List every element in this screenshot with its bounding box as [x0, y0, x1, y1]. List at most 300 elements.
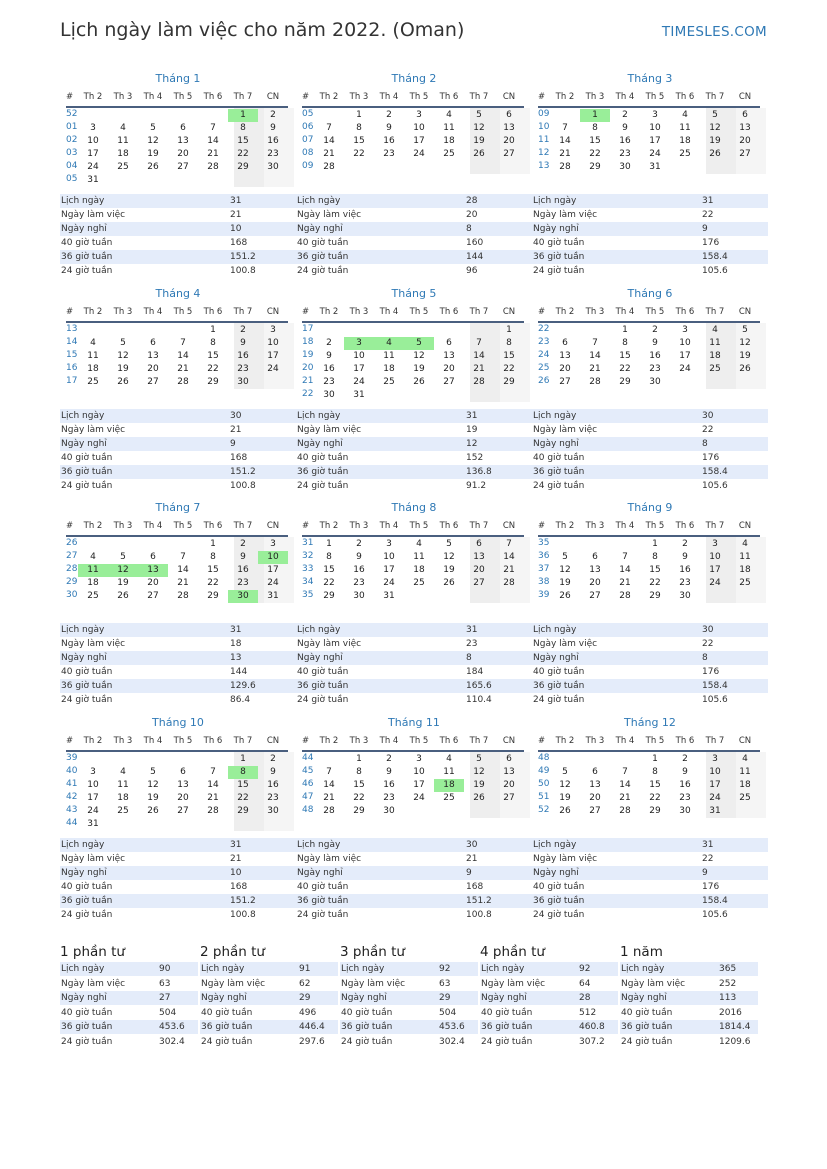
calendar-day[interactable]: 7 [210, 767, 216, 777]
calendar-day[interactable]: 8 [356, 123, 362, 133]
calendar-day[interactable]: 1 [228, 109, 258, 122]
calendar-day[interactable]: 12 [739, 338, 751, 348]
calendar-day[interactable]: 3 [416, 110, 422, 120]
calendar-day[interactable]: 28 [559, 162, 571, 172]
calendar-day[interactable]: 2 [386, 754, 392, 764]
calendar-day[interactable]: 24 [87, 162, 99, 172]
calendar-day[interactable]: 1 [580, 109, 610, 122]
calendar-day[interactable]: 23 [267, 793, 279, 803]
calendar-day[interactable]: 8 [652, 767, 658, 777]
calendar-day[interactable]: 8 [240, 123, 246, 133]
calendar-day[interactable]: 21 [177, 578, 189, 588]
calendar-day[interactable]: 4 [416, 539, 422, 549]
calendar-day[interactable]: 4 [120, 123, 126, 133]
calendar-day[interactable]: 12 [147, 136, 159, 146]
calendar-day[interactable]: 17 [413, 780, 425, 790]
calendar-day[interactable]: 3 [712, 754, 718, 764]
calendar-day[interactable]: 17 [87, 793, 99, 803]
calendar-day[interactable]: 26 [739, 364, 751, 374]
calendar-day[interactable]: 26 [147, 806, 159, 816]
calendar-day[interactable]: 15 [619, 351, 631, 361]
calendar-day[interactable]: 23 [383, 793, 395, 803]
calendar-day[interactable]: 16 [383, 136, 395, 146]
calendar-day[interactable]: 9 [386, 767, 392, 777]
calendar-day[interactable]: 13 [177, 136, 189, 146]
calendar-day[interactable]: 31 [709, 806, 721, 816]
calendar-day[interactable]: 3 [270, 539, 276, 549]
calendar-day[interactable]: 11 [383, 351, 395, 361]
calendar-day[interactable]: 27 [177, 162, 189, 172]
calendar-day[interactable]: 5 [150, 767, 156, 777]
calendar-day[interactable]: 13 [739, 123, 751, 133]
calendar-day[interactable]: 14 [207, 780, 219, 790]
calendar-day[interactable]: 8 [210, 338, 216, 348]
calendar-day[interactable]: 27 [443, 377, 455, 387]
calendar-day[interactable]: 23 [353, 578, 365, 588]
calendar-day[interactable]: 19 [117, 578, 129, 588]
calendar-day[interactable]: 24 [649, 149, 661, 159]
calendar-day[interactable]: 6 [592, 767, 598, 777]
calendar-day[interactable]: 10 [353, 351, 365, 361]
calendar-day[interactable]: 9 [682, 552, 688, 562]
calendar-day[interactable]: 17 [267, 565, 279, 575]
calendar-day[interactable]: 4 [90, 338, 96, 348]
calendar-day[interactable]: 22 [237, 149, 249, 159]
calendar-day[interactable]: 11 [87, 351, 99, 361]
calendar-day[interactable]: 22 [619, 364, 631, 374]
calendar-day[interactable]: 6 [506, 110, 512, 120]
calendar-day[interactable]: 6 [446, 338, 452, 348]
calendar-day[interactable]: 2 [240, 539, 246, 549]
calendar-day[interactable]: 4 [742, 539, 748, 549]
calendar-day[interactable]: 27 [589, 806, 601, 816]
calendar-day[interactable]: 2 [652, 325, 658, 335]
calendar-day[interactable]: 5 [562, 552, 568, 562]
calendar-day[interactable]: 29 [237, 806, 249, 816]
calendar-day[interactable]: 28 [323, 806, 335, 816]
calendar-day[interactable]: 12 [559, 565, 571, 575]
calendar-day[interactable]: 30 [679, 591, 691, 601]
calendar-day[interactable]: 26 [559, 591, 571, 601]
calendar-day[interactable]: 22 [207, 578, 219, 588]
calendar-day[interactable]: 29 [589, 162, 601, 172]
calendar-day[interactable]: 22 [207, 364, 219, 374]
calendar-day[interactable]: 14 [503, 552, 515, 562]
calendar-day[interactable]: 19 [473, 136, 485, 146]
calendar-day[interactable]: 24 [267, 364, 279, 374]
calendar-day[interactable]: 6 [180, 767, 186, 777]
calendar-day[interactable]: 5 [404, 337, 434, 350]
calendar-day[interactable]: 23 [649, 364, 661, 374]
calendar-day[interactable]: 17 [353, 364, 365, 374]
calendar-day[interactable]: 29 [649, 806, 661, 816]
calendar-day[interactable]: 10 [649, 123, 661, 133]
calendar-day[interactable]: 5 [562, 767, 568, 777]
calendar-day[interactable]: 7 [476, 338, 482, 348]
calendar-day[interactable]: 17 [709, 780, 721, 790]
calendar-day[interactable]: 5 [476, 110, 482, 120]
calendar-day[interactable]: 9 [356, 552, 362, 562]
calendar-day[interactable]: 11 [679, 123, 691, 133]
calendar-day[interactable]: 24 [709, 578, 721, 588]
site-link[interactable]: TIMESLES.COM [661, 24, 767, 40]
calendar-day[interactable]: 3 [344, 337, 374, 350]
calendar-day[interactable]: 22 [353, 149, 365, 159]
calendar-day[interactable]: 18 [87, 578, 99, 588]
calendar-day[interactable]: 3 [270, 325, 276, 335]
calendar-day[interactable]: 13 [443, 351, 455, 361]
calendar-day[interactable]: 7 [180, 552, 186, 562]
calendar-day[interactable]: 7 [326, 123, 332, 133]
calendar-day[interactable]: 27 [473, 578, 485, 588]
calendar-day[interactable]: 22 [503, 364, 515, 374]
calendar-day[interactable]: 23 [679, 793, 691, 803]
calendar-day[interactable]: 25 [679, 149, 691, 159]
calendar-day[interactable]: 16 [353, 565, 365, 575]
calendar-day[interactable]: 19 [443, 565, 455, 575]
calendar-day[interactable]: 3 [712, 539, 718, 549]
calendar-day[interactable]: 25 [117, 806, 129, 816]
calendar-day[interactable]: 23 [237, 364, 249, 374]
calendar-day[interactable]: 1 [210, 325, 216, 335]
calendar-day[interactable]: 24 [413, 793, 425, 803]
calendar-day[interactable]: 29 [353, 806, 365, 816]
calendar-day[interactable]: 30 [383, 806, 395, 816]
calendar-day[interactable]: 8 [592, 123, 598, 133]
calendar-day[interactable]: 21 [323, 149, 335, 159]
calendar-day[interactable]: 8 [506, 338, 512, 348]
calendar-day[interactable]: 19 [473, 780, 485, 790]
calendar-day[interactable]: 31 [383, 591, 395, 601]
calendar-day[interactable]: 2 [682, 539, 688, 549]
calendar-day[interactable]: 24 [679, 364, 691, 374]
calendar-day[interactable]: 30 [267, 162, 279, 172]
calendar-day[interactable]: 18 [443, 136, 455, 146]
calendar-day[interactable]: 12 [413, 351, 425, 361]
calendar-day[interactable]: 12 [147, 780, 159, 790]
calendar-day[interactable]: 20 [177, 149, 189, 159]
calendar-day[interactable]: 27 [147, 591, 159, 601]
calendar-day[interactable]: 23 [323, 377, 335, 387]
calendar-day[interactable]: 8 [228, 766, 258, 779]
calendar-day[interactable]: 1 [652, 754, 658, 764]
calendar-day[interactable]: 13 [503, 767, 515, 777]
calendar-day[interactable]: 12 [473, 767, 485, 777]
calendar-day[interactable]: 20 [503, 780, 515, 790]
calendar-day[interactable]: 10 [87, 780, 99, 790]
calendar-day[interactable]: 13 [138, 564, 168, 577]
calendar-day[interactable]: 25 [709, 364, 721, 374]
calendar-day[interactable]: 9 [622, 123, 628, 133]
calendar-day[interactable]: 25 [383, 377, 395, 387]
calendar-day[interactable]: 16 [383, 780, 395, 790]
calendar-day[interactable]: 1 [652, 539, 658, 549]
calendar-day[interactable]: 1 [326, 539, 332, 549]
calendar-day[interactable]: 25 [443, 149, 455, 159]
calendar-day[interactable]: 2 [326, 338, 332, 348]
calendar-day[interactable]: 9 [386, 123, 392, 133]
calendar-day[interactable]: 13 [147, 351, 159, 361]
calendar-day[interactable]: 11 [413, 552, 425, 562]
calendar-day[interactable]: 30 [679, 806, 691, 816]
calendar-day[interactable]: 20 [739, 136, 751, 146]
calendar-day[interactable]: 31 [267, 591, 279, 601]
calendar-day[interactable]: 21 [559, 149, 571, 159]
calendar-day[interactable]: 2 [270, 110, 276, 120]
calendar-day[interactable]: 9 [270, 767, 276, 777]
calendar-day[interactable]: 16 [237, 565, 249, 575]
calendar-day[interactable]: 20 [589, 793, 601, 803]
calendar-day[interactable]: 14 [207, 136, 219, 146]
calendar-day[interactable]: 15 [649, 565, 661, 575]
calendar-day[interactable]: 26 [709, 149, 721, 159]
calendar-day[interactable]: 14 [559, 136, 571, 146]
calendar-day[interactable]: 19 [117, 364, 129, 374]
calendar-day[interactable]: 19 [709, 136, 721, 146]
calendar-day[interactable]: 3 [90, 123, 96, 133]
calendar-day[interactable]: 22 [353, 793, 365, 803]
calendar-day[interactable]: 26 [443, 578, 455, 588]
calendar-day[interactable]: 23 [679, 578, 691, 588]
calendar-day[interactable]: 4 [712, 325, 718, 335]
calendar-day[interactable]: 8 [326, 552, 332, 562]
calendar-day[interactable]: 12 [473, 123, 485, 133]
calendar-day[interactable]: 8 [210, 552, 216, 562]
calendar-day[interactable]: 16 [679, 565, 691, 575]
calendar-day[interactable]: 7 [210, 123, 216, 133]
calendar-day[interactable]: 22 [237, 793, 249, 803]
calendar-day[interactable]: 10 [87, 136, 99, 146]
calendar-day[interactable]: 27 [559, 377, 571, 387]
calendar-day[interactable]: 10 [709, 552, 721, 562]
calendar-day[interactable]: 20 [589, 578, 601, 588]
calendar-day[interactable]: 20 [559, 364, 571, 374]
calendar-day[interactable]: 28 [207, 162, 219, 172]
calendar-day[interactable]: 4 [90, 552, 96, 562]
calendar-day[interactable]: 16 [649, 351, 661, 361]
calendar-day[interactable]: 3 [682, 325, 688, 335]
calendar-day[interactable]: 21 [619, 793, 631, 803]
calendar-day[interactable]: 27 [503, 793, 515, 803]
calendar-day[interactable]: 21 [323, 793, 335, 803]
calendar-day[interactable]: 20 [443, 364, 455, 374]
calendar-day[interactable]: 11 [443, 123, 455, 133]
calendar-day[interactable]: 26 [473, 793, 485, 803]
calendar-day[interactable]: 30 [228, 590, 258, 603]
calendar-day[interactable]: 20 [473, 565, 485, 575]
calendar-day[interactable]: 24 [709, 793, 721, 803]
calendar-day[interactable]: 25 [739, 578, 751, 588]
calendar-day[interactable]: 18 [709, 351, 721, 361]
calendar-day[interactable]: 21 [207, 793, 219, 803]
calendar-day[interactable]: 12 [443, 552, 455, 562]
calendar-day[interactable]: 15 [503, 351, 515, 361]
calendar-day[interactable]: 29 [649, 591, 661, 601]
calendar-day[interactable]: 31 [87, 819, 99, 829]
calendar-day[interactable]: 17 [413, 136, 425, 146]
calendar-day[interactable]: 1 [622, 325, 628, 335]
calendar-day[interactable]: 4 [120, 767, 126, 777]
calendar-day[interactable]: 27 [177, 806, 189, 816]
calendar-day[interactable]: 5 [120, 552, 126, 562]
calendar-day[interactable]: 5 [446, 539, 452, 549]
calendar-day[interactable]: 6 [476, 539, 482, 549]
calendar-day[interactable]: 17 [267, 351, 279, 361]
calendar-day[interactable]: 18 [117, 149, 129, 159]
calendar-day[interactable]: 4 [446, 754, 452, 764]
calendar-day[interactable]: 30 [323, 390, 335, 400]
calendar-day[interactable]: 6 [150, 552, 156, 562]
calendar-day[interactable]: 6 [562, 338, 568, 348]
calendar-day[interactable]: 21 [177, 364, 189, 374]
calendar-day[interactable]: 3 [416, 754, 422, 764]
calendar-day[interactable]: 13 [559, 351, 571, 361]
calendar-day[interactable]: 7 [506, 539, 512, 549]
calendar-day[interactable]: 11 [739, 552, 751, 562]
calendar-day[interactable]: 3 [386, 539, 392, 549]
calendar-day[interactable]: 30 [267, 806, 279, 816]
calendar-day[interactable]: 18 [87, 364, 99, 374]
calendar-day[interactable]: 20 [147, 578, 159, 588]
calendar-day[interactable]: 25 [87, 377, 99, 387]
calendar-day[interactable]: 8 [652, 552, 658, 562]
calendar-day[interactable]: 5 [150, 123, 156, 133]
calendar-day[interactable]: 16 [267, 136, 279, 146]
calendar-day[interactable]: 24 [383, 578, 395, 588]
calendar-day[interactable]: 15 [589, 136, 601, 146]
calendar-day[interactable]: 9 [682, 767, 688, 777]
calendar-day[interactable]: 23 [619, 149, 631, 159]
calendar-day[interactable]: 15 [649, 780, 661, 790]
calendar-day[interactable]: 21 [619, 578, 631, 588]
calendar-day[interactable]: 1 [356, 754, 362, 764]
calendar-day[interactable]: 19 [147, 793, 159, 803]
calendar-day[interactable]: 25 [87, 591, 99, 601]
calendar-day[interactable]: 17 [679, 351, 691, 361]
calendar-day[interactable]: 5 [120, 338, 126, 348]
calendar-day[interactable]: 21 [207, 149, 219, 159]
calendar-day[interactable]: 29 [503, 377, 515, 387]
calendar-day[interactable]: 15 [237, 780, 249, 790]
calendar-day[interactable]: 16 [619, 136, 631, 146]
calendar-day[interactable]: 15 [323, 565, 335, 575]
calendar-day[interactable]: 10 [709, 767, 721, 777]
calendar-day[interactable]: 1 [506, 325, 512, 335]
calendar-day[interactable]: 16 [323, 364, 335, 374]
calendar-day[interactable]: 17 [383, 565, 395, 575]
calendar-day[interactable]: 2 [386, 110, 392, 120]
calendar-day[interactable]: 25 [739, 793, 751, 803]
calendar-day[interactable]: 26 [413, 377, 425, 387]
calendar-day[interactable]: 27 [589, 591, 601, 601]
calendar-day[interactable]: 12 [559, 780, 571, 790]
calendar-day[interactable]: 16 [237, 351, 249, 361]
calendar-day[interactable]: 5 [742, 325, 748, 335]
calendar-day[interactable]: 29 [323, 591, 335, 601]
calendar-day[interactable]: 25 [413, 578, 425, 588]
calendar-day[interactable]: 28 [323, 162, 335, 172]
calendar-day[interactable]: 26 [117, 591, 129, 601]
calendar-day[interactable]: 6 [592, 552, 598, 562]
calendar-day[interactable]: 29 [619, 377, 631, 387]
calendar-day[interactable]: 10 [258, 551, 288, 564]
calendar-day[interactable]: 15 [353, 780, 365, 790]
calendar-day[interactable]: 10 [413, 123, 425, 133]
calendar-day[interactable]: 9 [240, 552, 246, 562]
calendar-day[interactable]: 7 [326, 767, 332, 777]
calendar-day[interactable]: 30 [649, 377, 661, 387]
calendar-day[interactable]: 12 [108, 564, 138, 577]
calendar-day[interactable]: 9 [326, 351, 332, 361]
calendar-day[interactable]: 8 [622, 338, 628, 348]
calendar-day[interactable]: 4 [682, 110, 688, 120]
calendar-day[interactable]: 21 [473, 364, 485, 374]
calendar-day[interactable]: 11 [443, 767, 455, 777]
calendar-day[interactable]: 10 [383, 552, 395, 562]
calendar-day[interactable]: 13 [589, 565, 601, 575]
calendar-day[interactable]: 15 [207, 351, 219, 361]
calendar-day[interactable]: 7 [592, 338, 598, 348]
calendar-day[interactable]: 14 [177, 565, 189, 575]
calendar-day[interactable]: 24 [413, 149, 425, 159]
calendar-day[interactable]: 4 [446, 110, 452, 120]
calendar-day[interactable]: 2 [622, 110, 628, 120]
calendar-day[interactable]: 1 [240, 754, 246, 764]
calendar-day[interactable]: 26 [559, 806, 571, 816]
calendar-day[interactable]: 22 [649, 578, 661, 588]
calendar-day[interactable]: 19 [147, 149, 159, 159]
calendar-day[interactable]: 10 [267, 338, 279, 348]
calendar-day[interactable]: 10 [679, 338, 691, 348]
calendar-day[interactable]: 18 [117, 793, 129, 803]
calendar-day[interactable]: 22 [649, 793, 661, 803]
calendar-day[interactable]: 14 [619, 780, 631, 790]
calendar-day[interactable]: 25 [443, 793, 455, 803]
calendar-day[interactable]: 13 [589, 780, 601, 790]
calendar-day[interactable]: 6 [150, 338, 156, 348]
calendar-day[interactable]: 13 [503, 123, 515, 133]
calendar-day[interactable]: 2 [240, 325, 246, 335]
calendar-day[interactable]: 15 [207, 565, 219, 575]
calendar-day[interactable]: 7 [180, 338, 186, 348]
calendar-day[interactable]: 19 [559, 793, 571, 803]
calendar-day[interactable]: 18 [413, 565, 425, 575]
calendar-day[interactable]: 26 [473, 149, 485, 159]
calendar-day[interactable]: 4 [374, 337, 404, 350]
calendar-day[interactable]: 21 [503, 565, 515, 575]
calendar-day[interactable]: 26 [117, 377, 129, 387]
calendar-day[interactable]: 17 [709, 565, 721, 575]
calendar-day[interactable]: 14 [473, 351, 485, 361]
calendar-day[interactable]: 2 [270, 754, 276, 764]
calendar-day[interactable]: 13 [177, 780, 189, 790]
calendar-day[interactable]: 12 [117, 351, 129, 361]
calendar-day[interactable]: 18 [679, 136, 691, 146]
calendar-day[interactable]: 19 [559, 578, 571, 588]
calendar-day[interactable]: 20 [177, 793, 189, 803]
calendar-day[interactable]: 16 [679, 780, 691, 790]
calendar-day[interactable]: 28 [207, 806, 219, 816]
calendar-day[interactable]: 16 [267, 780, 279, 790]
calendar-day[interactable]: 1 [210, 539, 216, 549]
calendar-day[interactable]: 29 [237, 162, 249, 172]
calendar-day[interactable]: 24 [87, 806, 99, 816]
calendar-day[interactable]: 24 [267, 578, 279, 588]
calendar-day[interactable]: 28 [619, 806, 631, 816]
calendar-day[interactable]: 7 [622, 552, 628, 562]
calendar-day[interactable]: 14 [177, 351, 189, 361]
calendar-day[interactable]: 14 [323, 780, 335, 790]
